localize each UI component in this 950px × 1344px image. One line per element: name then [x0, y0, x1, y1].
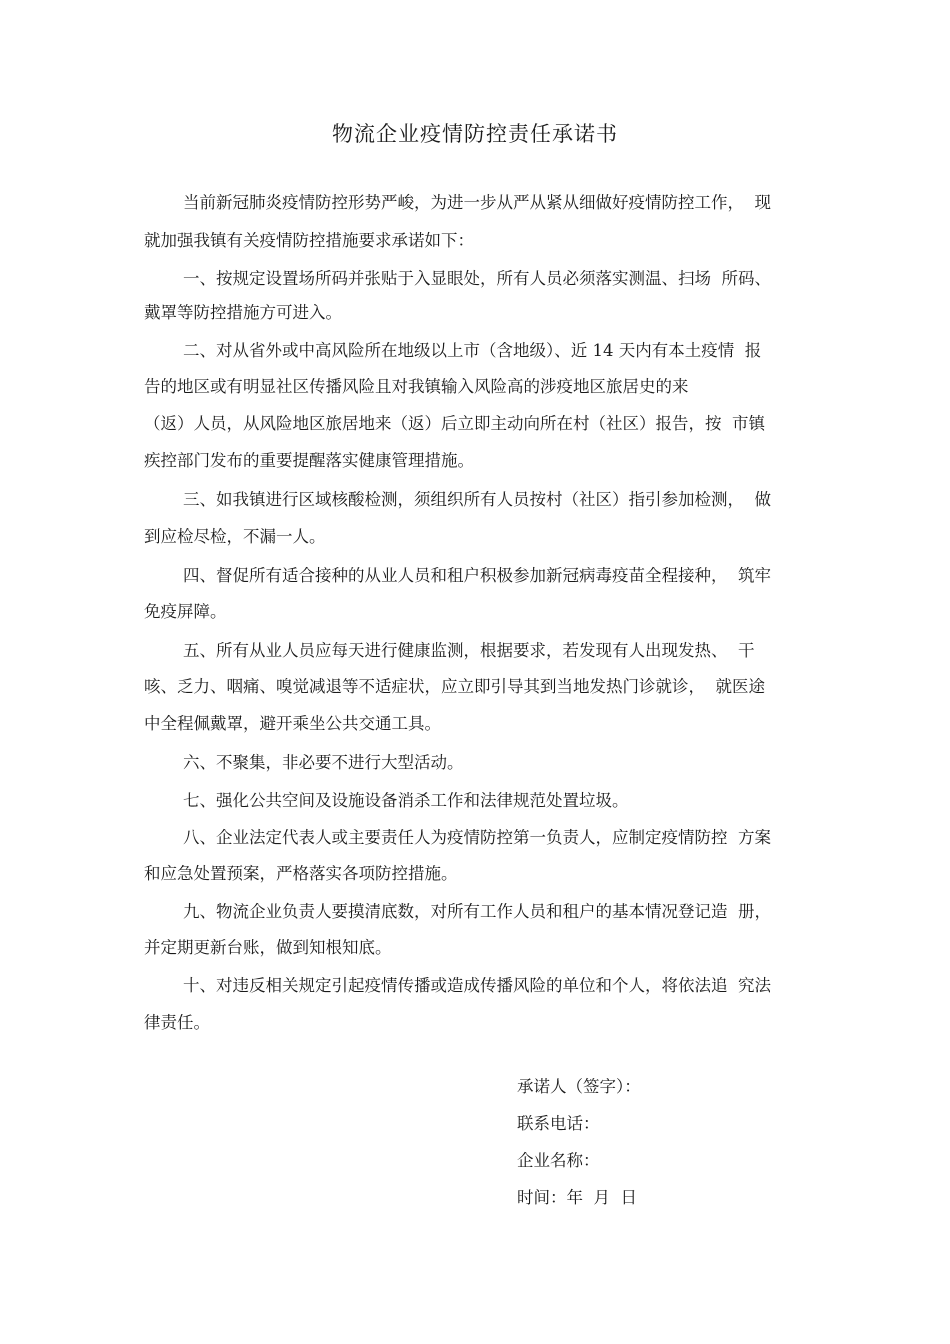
paragraph-line: 四、督促所有适合接种的从业人员和租户积极参加新冠病毒疫苗全程接种， 筑牢 [183, 566, 771, 585]
paragraph-line: 中全程佩戴罩，避开乘坐公共交通工具。 [144, 714, 441, 733]
paragraph-line: 五、所有从业人员应每天进行健康监测，根据要求，若发现有人出现发热、 干 [183, 641, 755, 660]
phone-field: 联系电话： [517, 1114, 600, 1133]
paragraph-line: 三、如我镇进行区域核酸检测，须组织所有人员按村（社区）指引参加检测， 做 [183, 490, 771, 509]
paragraph-line: 到应检尽检，不漏一人。 [144, 527, 326, 546]
signer-field: 承诺人（签字）： [517, 1077, 641, 1096]
paragraph-line: 并定期更新台账，做到知根知底。 [144, 938, 392, 957]
paragraph-line: 律责任。 [144, 1013, 210, 1032]
paragraph-line: 七、强化公共空间及设施设备消杀工作和法律规范处置垃圾。 [183, 791, 629, 810]
paragraph-line: 八、企业法定代表人或主要责任人为疫情防控第一负责人，应制定疫情防控 方案 [183, 828, 771, 847]
paragraph-line: 当前新冠肺炎疫情防控形势严峻，为进一步从严从紧从细做好疫情防控工作， 现 [183, 193, 771, 212]
paragraph-line: 咳、乏力、咽痛、嗅觉减退等不适症状，应立即引导其到当地发热门诊就诊， 就医途 [144, 677, 765, 696]
paragraph-line: 十、对违反相关规定引起疫情传播或造成传播风险的单位和个人，将依法追 究法 [183, 976, 771, 995]
document-title: 物流企业疫情防控责任承诺书 [332, 122, 618, 146]
date-field: 时间：年 月 日 [517, 1188, 637, 1207]
paragraph-line: （返）人员，从风险地区旅居地来（返）后立即主动向所在村（社区）报告，按 市镇 [144, 414, 765, 433]
paragraph-line: 就加强我镇有关疫情防控措施要求承诺如下： [144, 231, 474, 250]
paragraph-line: 戴罩等防控措施方可进入。 [144, 303, 342, 322]
paragraph-line: 九、物流企业负责人要摸清底数，对所有工作人员和租户的基本情况登记造 册， [183, 902, 771, 921]
paragraph-line: 和应急处置预案，严格落实各项防控措施。 [144, 864, 458, 883]
paragraph-line: 一、按规定设置场所码并张贴于入显眼处，所有人员必须落实测温、扫场 所码、 [183, 269, 771, 288]
paragraph-line: 疾控部门发布的重要提醒落实健康管理措施。 [144, 451, 474, 470]
paragraph-line: 六、不聚集，非必要不进行大型活动。 [183, 753, 464, 772]
paragraph-line: 二、对从省外或中高风险所在地级以上市（含地级）、近 14 天内有本土疫情 报 [183, 341, 762, 360]
company-field: 企业名称： [517, 1151, 600, 1170]
paragraph-line: 免疫屏障。 [144, 602, 227, 621]
paragraph-line: 告的地区或有明显社区传播风险且对我镇输入风险高的涉疫地区旅居史的来 [144, 377, 689, 396]
